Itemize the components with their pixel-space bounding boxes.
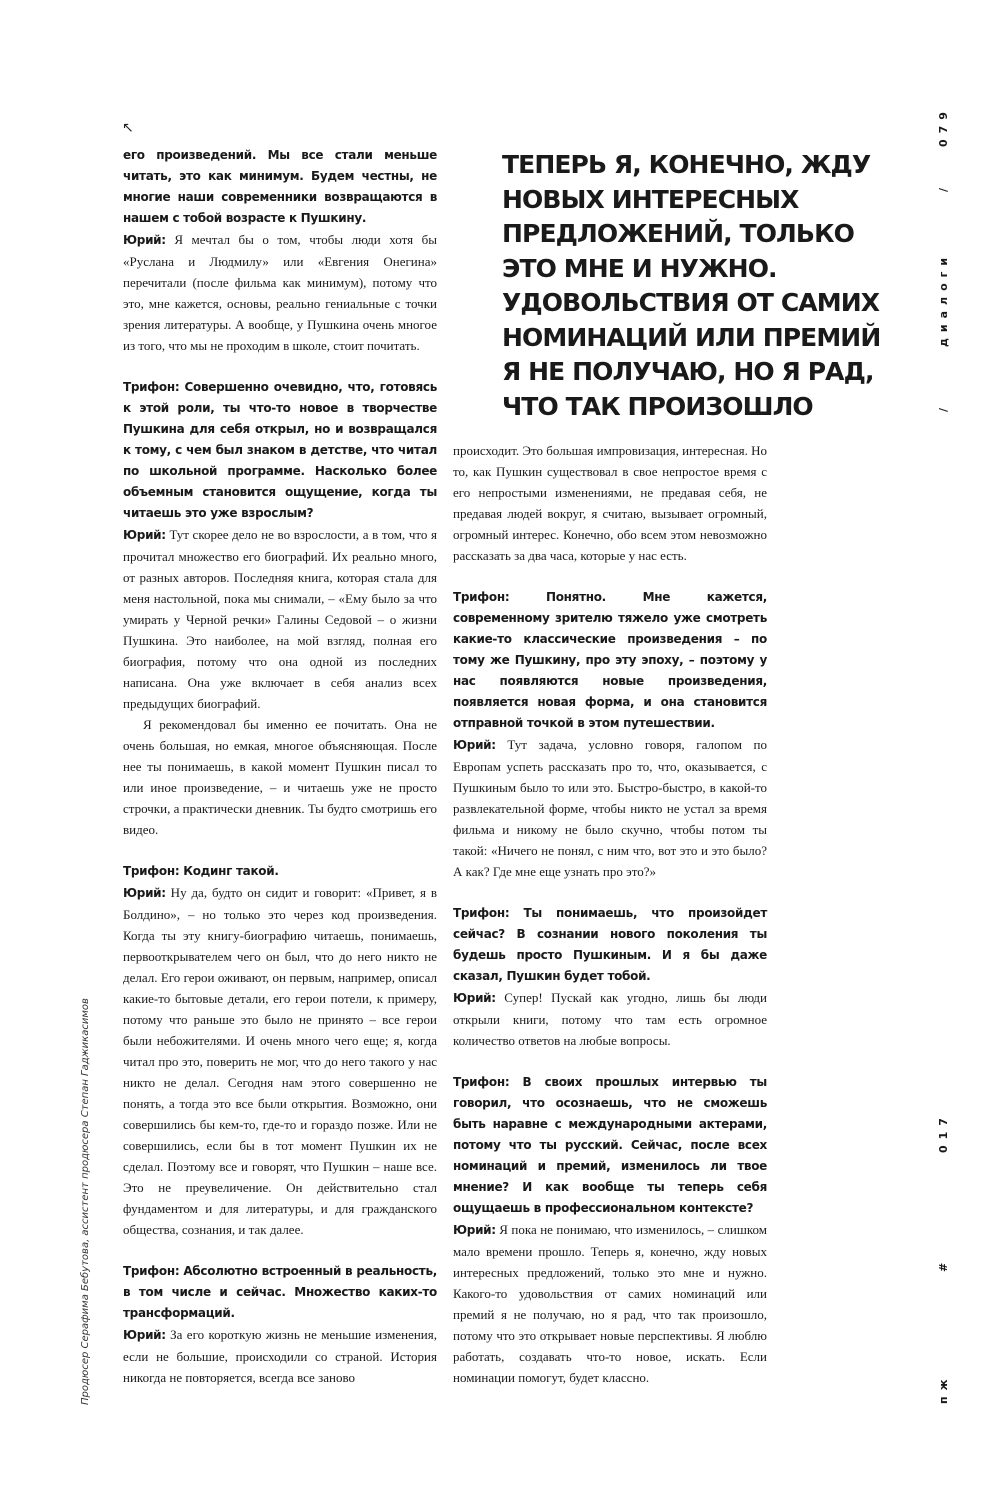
- folio-bottom: 017: [937, 1112, 950, 1153]
- answer-text: Супер! Пускай как угодно, лишь бы люди открыли книги, потому что там есть огромное количество ответов на любые вопросы.: [453, 990, 767, 1048]
- brand-logo: пж: [937, 1373, 950, 1404]
- photo-credits: Продюсер Серафима Бебутова, ассистент продюсера Степан Гаджикасимов: [80, 998, 91, 1405]
- answer-text: Тут скорее дело не во взрослости, а в том, что я прочитал множество его биографий. Их реально много, от разных авторов. Последняя книга, которая стала для меня настольной, пока мы снимали, – «Ему было за что умирать у Черной речки» Галины Седовой – о жизни Пушкина. Это наиболее, на мой взгляд, полная его биография, потому что она одной из последних написана. Она уже включает в себя анализ всех предыдущих биографий.: [123, 527, 437, 711]
- speaker-label: Юрий:: [123, 528, 166, 542]
- corner-arrow-icon: ↖: [122, 120, 134, 136]
- speaker-label: Юрий:: [453, 738, 496, 752]
- question-text: Трифон: Ты понимаешь, что произойдет сейчас? В сознании нового поколения ты будешь просто Пушкиным. И я бы даже сказал, Пушкин будет тобой.: [453, 906, 767, 983]
- speaker-label: Юрий:: [123, 1328, 166, 1342]
- folio-top: 079: [937, 106, 950, 147]
- left-text-column: [123, 145, 437, 1388]
- question-text: Трифон: В своих прошлых интервью ты говорил, что осознаешь, что не сможешь быть наравне с международными актерами, потому что ты русский. Сейчас, после всех номинаций и премий, изменилось ли твое мнение? И как вообще ты теперь себя ощущаешь в профессиональном контексте?: [453, 1075, 767, 1215]
- answer-paragraph: [123, 882, 437, 1240]
- rail-separator: /: [937, 401, 950, 412]
- answer-text: Тут задача, условно говоря, галопом по Европам успеть рассказать про то, что, оказывается, с Пушкиным было то или это. Быстро-быстро, в какой-то развлекательной форме, чтобы никто не устал за время фильма и никому не было скучно, чтобы потом ты такой: «Ничего не понял, с ним что, вот это и это было? А как? Где мне еще узнать про это?»: [453, 737, 767, 879]
- question-text: Трифон: Совершенно очевидно, что, готовясь к этой роли, ты что-то новое в творчестве Пушкина для себя открыл, но и возвращался к тому, с чем был знаком в детстве, что читал по школьной программе. Насколько более объемным становится ощущение, когда ты читаешь это уже взрослым?: [123, 380, 437, 520]
- pull-quote: ТЕПЕРЬ Я, КОНЕЧНО, ЖДУ НОВЫХ ИНТЕРЕСНЫХ ПРЕДЛОЖЕНИЙ, ТОЛЬКО ЭТО МНЕ И НУЖНО. УДОВОЛЬСТВИЯ ОТ САМИХ НОМИНАЦИЙ ИЛИ ПРЕМИЙ Я НЕ ПОЛУЧАЮ, НО Я РАД, ЧТО ТАК ПРОИЗОШЛО: [502, 150, 881, 421]
- answer-paragraph: [123, 1324, 437, 1388]
- right-text-column: [453, 440, 767, 1388]
- answer-text: Я мечтал бы о том, чтобы люди хотя бы «Руслана и Людмилу» или «Евгения Онегина» перечитали (после фильма как минимум), потому что это, мне кажется, основы, реально гениальные с точки зрения литературы. А вообще, у Пушкина очень многое из того, что мы не проходим в школе, стоит почитать.: [123, 232, 437, 353]
- answer-text: За его короткую жизнь не меньшие изменения, если не большие, происходили со страной. История никогда не повторяется, всегда все заново: [123, 1327, 437, 1385]
- answer-paragraph: [123, 229, 437, 356]
- speaker-label: Юрий:: [453, 991, 496, 1005]
- rail-separator: /: [937, 181, 950, 192]
- answer-paragraph: [123, 524, 437, 714]
- hash-mark: #: [937, 1256, 950, 1272]
- answer-paragraph: [453, 987, 767, 1051]
- question-text: Трифон: Абсолютно встроенный в реальность, в том числе и сейчас. Множество каких-то трансформаций.: [123, 1264, 437, 1320]
- answer-paragraph: [453, 734, 767, 882]
- answer-continuation: происходит. Это большая импровизация, интересная. Но то, как Пушкин существовал в свое непростое время с его непростыми изменениями, не предавая себя, не предавая людей вокруг, я считаю, вызывает огромный, огромный интерес. Конечно, обо всем этом невозможно рассказать за два часа, которые у нас есть.: [453, 443, 767, 563]
- speaker-label: Юрий:: [123, 886, 166, 900]
- section-label: диалоги: [937, 251, 950, 347]
- question-text: Трифон: Кодинг такой.: [123, 864, 279, 878]
- answer-continuation: Я рекомендовал бы именно ее почитать. Она не очень большая, но емкая, многое объясняющая. После нее ты понимаешь, в какой момент Пушкин писал то или иное произведение, – и читаешь уже не просто строчки, а практически дневник. Ты будто смотришь его видео.: [123, 717, 437, 837]
- question-text: Трифон: Понятно. Мне кажется, современному зрителю тяжело уже смотреть какие-то классические произведения – по тому же Пушкину, про эту эпоху, – поэтому у нас появляются новые произведения, появляется новая форма, и она становится отправной точкой в этом путешествии.: [453, 590, 767, 730]
- answer-paragraph: [453, 1219, 767, 1388]
- answer-text: Ну да, будто он сидит и говорит: «Привет, я в Болдино», – но только это через код произведения. Когда ты эту книгу-биографию читаешь, понимаешь, первооткрывателем чего он был, что до него никто не делал. Его герои оживают, он первым, например, описал какие-то бытовые детали, его герои потели, к примеру, потому что раньше это было не принято – все герои были небожителями. И очень много чего еще; я, когда читал про это, поверить не мог, что до него такого у нас никто не делал. Сегодня нам этого совершенно не понять, а тогда это все были открытия. Возможно, они совершились бы кем-то, где-то и гораздо позже. Или не совершились, если бы в тот момент Пушкин их не сделал. Поэтому все и говорят, что Пушкин – наше все. Это не преувеличение. Он действительно стал фундаментом и для литературы, и для гражданского общества, сознания, и так далее.: [123, 885, 437, 1237]
- speaker-label: Юрий:: [453, 1223, 496, 1237]
- answer-text: Я пока не понимаю, что изменилось, – слишком мало времени прошло. Теперь я, конечно, жду новых интересных предложений, только это мне и нужно. Какого-то удовольствия от самих номинаций или премий я не получаю, но я рад, что так произошло, потому что это открывает новые перспективы. Я люблю работать, создавать что-то новое, искать. Если номинации помогут, будет классно.: [453, 1222, 767, 1385]
- question-text: его произведений. Мы все стали меньше читать, это как минимум. Будем честны, не многие наши современники возвращаются в нашем с тобой возрасте к Пушкину.: [123, 148, 437, 225]
- speaker-label: Юрий:: [123, 233, 166, 247]
